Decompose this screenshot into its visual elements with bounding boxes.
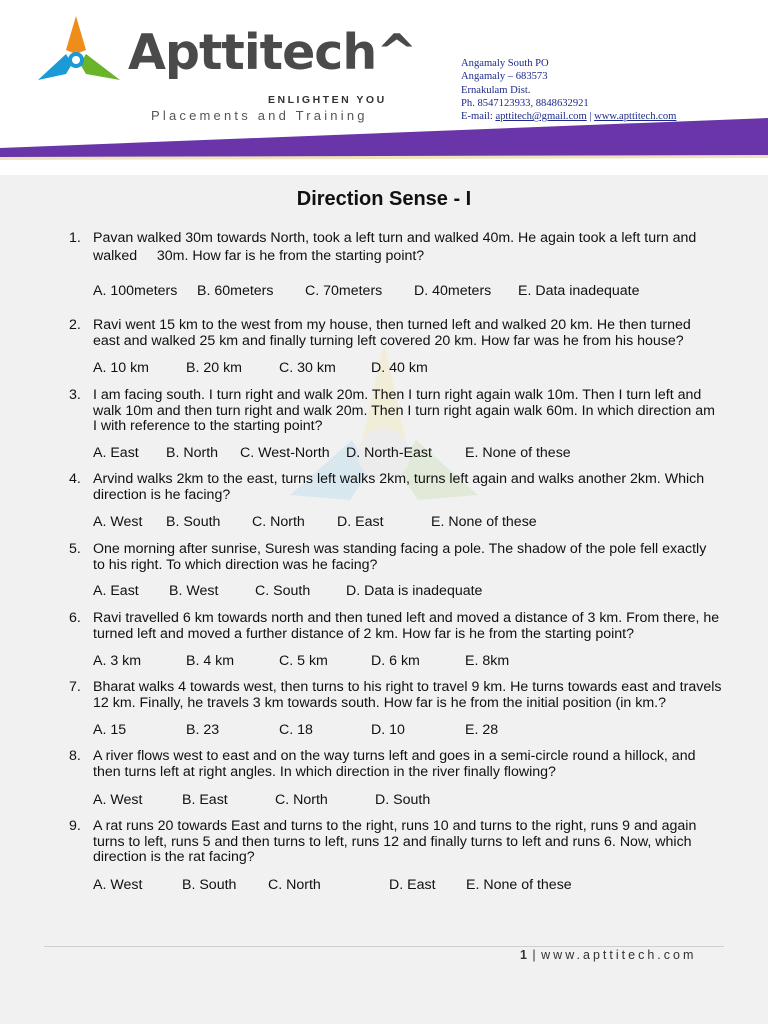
question-line: I with reference to the starting point?: [93, 418, 323, 434]
option-b: B. 23: [186, 722, 220, 738]
question-line: Ravi travelled 6 km towards north and then tuned left and moved a distance of 3 km. From there, he: [93, 610, 720, 626]
question-line: 12 km. Finally, he travels 3 km towards south. How far is he from the initial position (in km.?: [93, 694, 666, 711]
question-line: turned left and moved a further distance of 2 km. How far is he from the starting point?: [93, 625, 634, 642]
option-a: A. West: [93, 792, 143, 808]
option-c: C. 5 km: [279, 653, 328, 669]
question-text: [93, 680, 723, 711]
question-number: 1.: [69, 230, 81, 246]
website-link[interactable]: www.apttitech.com: [594, 111, 677, 123]
page-footer: [520, 948, 696, 962]
option-d: D. 6 km: [371, 653, 420, 669]
question-3-options: [0, 445, 768, 463]
question-line: A rat runs 20 towards East and turns to the right, runs 10 and turns to the right, runs 9 and again: [93, 818, 697, 834]
option-b: B. East: [182, 792, 228, 808]
question-number: 2.: [69, 317, 81, 333]
option-b: B. 4 km: [186, 653, 235, 669]
question-8-options: [0, 792, 768, 810]
question-5-options: [0, 583, 768, 601]
question-text: [93, 388, 723, 435]
question-number: 3.: [69, 387, 81, 403]
contact-phone: Ph. 8547123933, 8848632921: [461, 97, 589, 109]
option-c: C. West-North: [240, 445, 330, 461]
question-line: east and walked 25 km and finally turning left covered 20 km. How far was he from his house?: [93, 332, 684, 349]
option-d: D. North-East: [346, 445, 432, 461]
question-line: walk 10m and then turn right and walk 20m. Then I turn right again walk 60m. In which direction am: [93, 402, 715, 419]
option-a: A. East: [93, 583, 139, 599]
email-label: E-mail:: [461, 111, 493, 123]
option-a: A. 10 km: [93, 360, 149, 376]
option-b: B. 60meters: [197, 283, 274, 299]
option-c: C. 70meters: [305, 283, 383, 299]
question-line: walked 30m. How far is he from the starting point?: [93, 247, 425, 264]
brand-name: Apttitech^: [128, 24, 417, 81]
footer-divider: [44, 946, 724, 947]
question-number: 4.: [69, 471, 81, 487]
question-2-options: [0, 360, 768, 378]
contact-separator: |: [586, 111, 595, 123]
option-c: C. 18: [279, 722, 313, 738]
option-a: A. East: [93, 445, 139, 461]
option-d: D. Data is inadequate: [346, 583, 483, 599]
question-number: 9.: [69, 818, 81, 834]
question-number: 6.: [69, 610, 81, 626]
question-text: [93, 231, 723, 264]
question-7-options: [0, 722, 768, 740]
question-line: Arvind walks 2km to the east, turns left walks 2km, turns left again and walks another 2km. Which: [93, 471, 705, 487]
option-e: E. None of these: [466, 877, 572, 893]
option-c: C. South: [255, 583, 311, 599]
option-e: E. 8km: [465, 653, 510, 669]
question-line: direction is he facing?: [93, 486, 231, 503]
question-line: One morning after sunrise, Suresh was standing facing a pole. The shadow of the pole fell exactly: [93, 541, 707, 557]
option-c: C. North: [268, 877, 321, 893]
question-6-options: [0, 653, 768, 671]
question-text: [93, 611, 723, 642]
footer-separator: |: [527, 948, 542, 962]
option-a: A. 3 km: [93, 653, 142, 669]
question-4-options: [0, 514, 768, 532]
option-b: B. South: [182, 877, 237, 893]
question-line: Bharat walks 4 towards west, then turns to his right to travel 9 km. He turns towards east and travels: [93, 679, 722, 695]
question-9-options: [0, 877, 768, 895]
page-number: 1: [520, 948, 528, 962]
contact-block: [461, 57, 676, 123]
option-d: D. 10: [371, 722, 405, 738]
contact-address-2: Angamaly – 683573: [461, 71, 548, 83]
question-text: [93, 819, 723, 866]
footer-url: www.apttitech.com: [541, 948, 697, 962]
option-a: A. West: [93, 877, 143, 893]
option-d: D. East: [389, 877, 436, 893]
option-b: B. North: [166, 445, 219, 461]
question-1-options: [0, 283, 768, 301]
apttitech-logo-icon: [36, 14, 124, 86]
option-c: C. North: [275, 792, 328, 808]
question-number: 7.: [69, 679, 81, 695]
option-a: A. West: [93, 514, 143, 530]
option-e: E. None of these: [465, 445, 571, 461]
question-line: direction is the rat facing?: [93, 849, 255, 865]
question-line: Ravi went 15 km to the west from my house, then turned left and walked 20 km. He then turned: [93, 317, 691, 333]
question-text: [93, 472, 723, 503]
question-line: then turns left at right angles. In which direction in the river finally flowing?: [93, 763, 556, 780]
option-c: C. 30 km: [279, 360, 336, 376]
option-d: D. East: [337, 514, 384, 530]
contact-district: Ernakulam Dist.: [461, 84, 531, 96]
option-b: B. 20 km: [186, 360, 242, 376]
option-d: D. South: [375, 792, 431, 808]
option-e: E. Data inadequate: [518, 283, 640, 299]
question-line: A river flows west to east and on the way turns left and goes in a semi-circle round a hillock, and: [93, 748, 696, 764]
option-b: B. South: [166, 514, 221, 530]
question-number: 8.: [69, 748, 81, 764]
option-d: D. 40 km: [371, 360, 428, 376]
option-e: E. None of these: [431, 514, 537, 530]
question-text: [93, 542, 723, 573]
contact-email-line: [461, 110, 676, 123]
page-title: Direction Sense - I: [296, 188, 472, 210]
question-line: I am facing south. I turn right and walk 20m. Then I turn right again walk 10m. Then I turn left and: [93, 387, 702, 403]
option-d: D. 40meters: [414, 283, 492, 299]
contact-address-1: Angamaly South PO: [461, 58, 549, 69]
option-b: B. West: [169, 583, 219, 599]
question-line: to his right. To which direction was he facing?: [93, 556, 378, 573]
question-line: Pavan walked 30m towards North, took a left turn and walked 40m. He again took a left turn and: [93, 230, 697, 246]
option-e: E. 28: [465, 722, 499, 738]
option-a: A. 15: [93, 722, 127, 738]
question-line: turns to left, runs 5 and then turns to left, runs 12 and finally turns to left and runs 6. Now, which: [93, 833, 692, 850]
brand-subtitle: Placements and Training: [151, 108, 368, 123]
email-link[interactable]: apttitech@gmail.com: [495, 111, 587, 123]
brand-tagline: ENLIGHTEN YOU: [268, 94, 387, 106]
option-c: C. North: [252, 514, 305, 530]
option-a: A. 100meters: [93, 283, 178, 299]
question-number: 5.: [69, 541, 81, 557]
question-text: [93, 318, 723, 349]
letterhead: [0, 0, 768, 175]
question-text: [93, 749, 723, 780]
